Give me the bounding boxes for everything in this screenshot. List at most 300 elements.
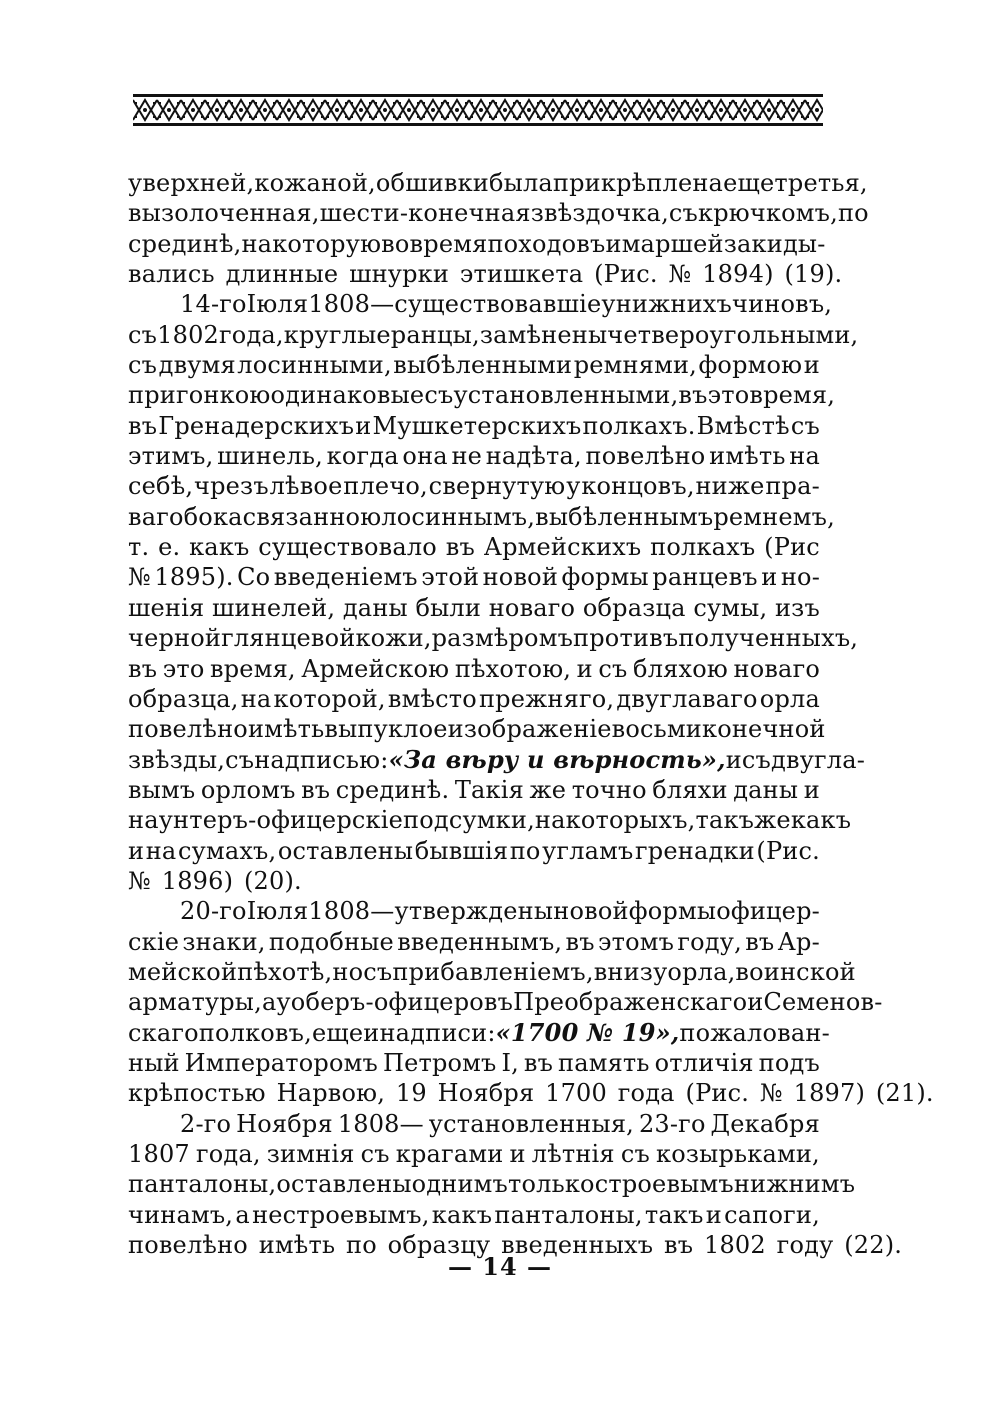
- word: у: [276, 988, 291, 1017]
- text-line: [128, 1109, 820, 1139]
- word: во: [381, 229, 410, 258]
- word: и: [761, 563, 778, 592]
- word: введенныхъ: [501, 1231, 654, 1260]
- word: круглые: [283, 320, 391, 349]
- word: въ: [301, 775, 331, 804]
- text-line: [128, 866, 820, 896]
- text-line: [128, 836, 820, 866]
- word: подсумки,: [403, 806, 535, 835]
- word: походовъ: [487, 229, 606, 258]
- word: орла,: [667, 957, 736, 986]
- word: въ: [523, 1048, 554, 1077]
- word: кожаной,: [254, 169, 376, 197]
- page-number: — 14 —: [447, 1252, 553, 1281]
- word: четвероугольными,: [607, 320, 859, 349]
- word: Іюля: [246, 897, 309, 926]
- word: такъ: [695, 806, 755, 835]
- word: не: [451, 442, 483, 471]
- word: году: [776, 1231, 834, 1260]
- word: но-: [780, 563, 820, 592]
- word: Семенов-: [763, 988, 883, 1017]
- word: же: [529, 775, 567, 804]
- word: обшивки: [375, 169, 490, 197]
- word: гренадки: [635, 836, 755, 865]
- word: шинель,: [217, 442, 323, 471]
- text-line: [128, 1017, 830, 1048]
- word: 2-го: [180, 1109, 232, 1138]
- word: (Рис.: [594, 260, 658, 289]
- word: выбѣленнымъ: [535, 502, 714, 531]
- word: 1808—существовавшіе: [308, 290, 602, 319]
- word: даны: [342, 593, 408, 622]
- word: чинамъ,: [128, 1200, 234, 1229]
- word: орла: [759, 684, 820, 713]
- word: (20).: [243, 866, 302, 895]
- text-line: [128, 411, 820, 441]
- word: еще: [723, 169, 775, 197]
- word: надѣта,: [485, 442, 582, 471]
- word: унтеръ-офицерскіе: [158, 806, 404, 835]
- word: Ар-: [777, 927, 820, 956]
- word: подъ: [758, 1048, 820, 1077]
- text-line: [128, 350, 820, 380]
- word: полученныхъ,: [678, 624, 859, 653]
- word: это: [162, 654, 205, 683]
- word: полкахъ: [650, 533, 756, 562]
- word: офицер-: [716, 897, 820, 926]
- word: 1802: [703, 1231, 766, 1260]
- word: а: [261, 988, 277, 1017]
- word: чиновъ,: [732, 290, 833, 319]
- word: третья,: [774, 169, 868, 197]
- word: года,: [219, 320, 284, 349]
- word: замѣнены: [479, 320, 608, 349]
- word: №: [128, 563, 151, 592]
- word: года,: [195, 1140, 261, 1168]
- word: прежняго,: [478, 684, 615, 713]
- word: была: [489, 169, 553, 197]
- word: лосиннымъ,: [381, 502, 536, 531]
- word: связанною: [242, 502, 382, 531]
- word: черной: [128, 624, 222, 653]
- word: 1808—: [308, 897, 395, 926]
- word: съ: [225, 745, 255, 774]
- word: I,: [501, 1048, 519, 1077]
- word: въ: [745, 927, 775, 956]
- text-line: [128, 198, 869, 228]
- text-line: [128, 896, 820, 926]
- word: восьмиконечной: [611, 715, 826, 744]
- word: бляхи: [652, 775, 728, 804]
- word: съ: [741, 745, 772, 774]
- word: мейской: [128, 957, 238, 986]
- word: скаго: [128, 1018, 199, 1047]
- word: длинные: [225, 260, 339, 289]
- word: скіе: [128, 927, 180, 956]
- word: вались: [128, 260, 215, 289]
- text-line: [128, 714, 826, 744]
- word: шинелей,: [211, 593, 336, 622]
- word: прибавленіемъ,: [392, 957, 594, 986]
- word: крѣпостью: [128, 1079, 266, 1108]
- word: 1895).: [154, 563, 234, 592]
- word: Вмѣстѣ: [696, 411, 790, 440]
- word: звѣздочка,: [530, 199, 669, 228]
- word: Императоромъ: [184, 1048, 378, 1077]
- word: сапоги,: [724, 1200, 820, 1229]
- word: сумы,: [693, 593, 768, 622]
- word: съ: [128, 351, 158, 380]
- word: изъ: [774, 593, 820, 622]
- word: пѣхотѣ,: [237, 957, 333, 986]
- text-line: [128, 259, 843, 289]
- word: новаго: [733, 654, 820, 683]
- word: формою: [698, 351, 803, 380]
- word: еще: [311, 1018, 364, 1047]
- word: по: [509, 836, 541, 865]
- word: полкахъ.: [582, 411, 696, 440]
- word: введеннымъ,: [397, 927, 563, 956]
- word: Со: [237, 563, 271, 592]
- word: Нарвою,: [276, 1079, 386, 1108]
- word: но: [332, 957, 364, 986]
- word: повелѣно: [128, 1231, 248, 1260]
- word: однимъ: [411, 1170, 509, 1199]
- word: имѣть: [258, 1231, 336, 1260]
- text-line: [128, 957, 856, 987]
- text-line: [128, 593, 820, 623]
- word: нижнимъ: [733, 1170, 856, 1199]
- word: шенія: [128, 593, 205, 622]
- word: и: [355, 411, 372, 440]
- word: въ: [664, 1231, 694, 1260]
- text-line: [128, 1048, 820, 1078]
- word: знаки,: [182, 927, 266, 956]
- word: нижнихъ: [615, 290, 733, 319]
- word: оберъ-офицеровъ: [290, 988, 514, 1017]
- word: существовало: [258, 533, 437, 562]
- word: и: [363, 1018, 380, 1047]
- word: на: [534, 806, 566, 835]
- word: 1894): [702, 260, 774, 289]
- word: прикрѣплена: [552, 169, 724, 197]
- word: 23-го: [638, 1109, 706, 1138]
- body-text: [128, 168, 934, 1260]
- word: время,: [749, 381, 836, 410]
- word: какъ: [790, 806, 852, 835]
- text-line: [128, 1169, 856, 1199]
- word: двугла-: [771, 745, 866, 774]
- word: вымъ: [128, 775, 196, 804]
- text-line: [128, 532, 820, 562]
- word: чрезъ: [194, 472, 269, 501]
- word: себѣ,: [128, 472, 194, 501]
- word: ранцевъ: [652, 563, 758, 592]
- word: съ: [620, 1140, 650, 1168]
- word: съ: [128, 320, 158, 349]
- word: кожи,: [355, 624, 432, 653]
- word: въ: [678, 381, 708, 410]
- word: подобные: [268, 927, 394, 956]
- text-line: [128, 927, 820, 957]
- text-line: [128, 805, 852, 835]
- text-line: [128, 684, 820, 714]
- word: арматуры,: [128, 988, 262, 1017]
- word: 20-го: [180, 897, 247, 926]
- word: у: [601, 290, 616, 319]
- text-line: [128, 775, 820, 805]
- word: №: [668, 260, 692, 289]
- word: и: [509, 1140, 526, 1168]
- word: 1896): [161, 866, 234, 895]
- word: съ: [668, 199, 699, 228]
- word: оставлены: [277, 836, 414, 865]
- word: это: [707, 381, 750, 410]
- text-line: [128, 168, 868, 198]
- word: имѣть: [709, 442, 786, 471]
- word: надписью:: [254, 745, 389, 774]
- text-line: [128, 987, 883, 1017]
- word: образца,: [128, 684, 239, 713]
- word: выпуклое: [324, 715, 448, 744]
- word: строевымъ: [594, 1170, 734, 1199]
- word: и: [725, 745, 742, 774]
- word: этимъ,: [128, 442, 214, 471]
- word: и: [803, 351, 820, 380]
- word: крагами: [395, 1140, 504, 1168]
- text-line: [128, 229, 826, 259]
- word: ный: [128, 1048, 180, 1077]
- word: нестроевымъ,: [252, 1200, 430, 1229]
- word: новой: [553, 897, 629, 926]
- word: противъ: [573, 624, 679, 653]
- word: память: [558, 1048, 650, 1077]
- word: съ: [360, 1140, 390, 1168]
- word: Армейскихъ: [483, 533, 642, 562]
- word: Петромъ: [382, 1048, 497, 1077]
- word: козырьками,: [656, 1140, 820, 1168]
- word: полковъ,: [198, 1018, 312, 1047]
- word: Іюля: [246, 290, 309, 319]
- word: закиды-: [723, 229, 826, 258]
- text-line: [128, 502, 835, 532]
- word: повелѣно: [585, 442, 706, 471]
- word: лосинными,: [237, 351, 392, 380]
- word: съ: [363, 957, 393, 986]
- word: двумя: [158, 351, 236, 380]
- word: оставлены: [276, 1170, 412, 1199]
- word: же: [754, 806, 791, 835]
- word: на: [145, 836, 177, 865]
- word: 1802: [157, 320, 220, 349]
- word: только: [508, 1170, 595, 1199]
- word: установленныя,: [428, 1109, 634, 1138]
- word: повелѣно: [128, 715, 248, 744]
- word: Гренадерскихъ: [158, 411, 355, 440]
- word: вызолоченная,: [128, 199, 320, 228]
- word: отличія: [654, 1048, 754, 1077]
- word: Декабря: [710, 1109, 820, 1138]
- word: воинской: [735, 957, 856, 986]
- word: которыхъ,: [565, 806, 696, 835]
- word: съ: [790, 411, 820, 440]
- text-line: [128, 1139, 820, 1169]
- word: шести-конечная: [319, 199, 531, 228]
- word: которую: [272, 229, 382, 258]
- word: у: [566, 472, 581, 501]
- word: Такія: [454, 775, 524, 804]
- word: формы: [561, 563, 649, 592]
- word: Преображенскаго: [513, 988, 748, 1017]
- word: года: [617, 1079, 675, 1108]
- word: и: [605, 229, 622, 258]
- word: 14-го: [180, 290, 247, 319]
- word: глянцевой: [221, 624, 356, 653]
- word: и: [705, 1200, 722, 1229]
- word: крючкомъ,: [698, 199, 838, 228]
- word: время: [409, 229, 488, 258]
- word: новой: [482, 563, 559, 592]
- word: (19).: [784, 260, 843, 289]
- word: свернутую: [428, 472, 566, 501]
- word: она: [402, 442, 448, 471]
- word: въ: [445, 533, 475, 562]
- word: на: [240, 684, 272, 713]
- word: 1807: [128, 1140, 190, 1168]
- word: (22).: [844, 1231, 903, 1260]
- word: ваго: [128, 502, 184, 531]
- word: зимнія: [266, 1140, 355, 1168]
- word: срединѣ,: [128, 229, 242, 258]
- word: панталоны,: [494, 1200, 643, 1229]
- word: у: [128, 169, 143, 197]
- text-line: [128, 471, 820, 501]
- word: пѣхотою,: [454, 654, 572, 683]
- word: образца: [582, 593, 686, 622]
- word: срединѣ.: [335, 775, 450, 804]
- text-line: [128, 654, 820, 684]
- word: такъ: [644, 1200, 704, 1229]
- word: 1808—: [337, 1109, 424, 1138]
- word: ниже: [695, 472, 765, 501]
- word: въ: [128, 654, 158, 683]
- word: Ноября: [437, 1079, 535, 1108]
- word: и: [747, 988, 764, 1017]
- word: Армейскою: [301, 654, 450, 683]
- word: угламъ: [542, 836, 634, 865]
- word: по: [837, 199, 869, 228]
- word: Мушкетерскихъ: [372, 411, 582, 440]
- word: шнурки: [349, 260, 450, 289]
- word: этой: [421, 563, 480, 592]
- word: время,: [210, 654, 296, 683]
- word: бока: [183, 502, 243, 531]
- word: бывшія: [414, 836, 509, 865]
- word: 1700: [545, 1079, 607, 1108]
- word: на: [789, 442, 820, 471]
- word: когда: [326, 442, 399, 471]
- text-line: [128, 744, 866, 775]
- word: и: [576, 654, 593, 683]
- word: новаго: [488, 593, 576, 622]
- word: пожалован-: [679, 1018, 830, 1047]
- word: съ: [424, 381, 454, 410]
- word: ремнемъ,: [713, 502, 835, 531]
- word: внизу: [593, 957, 668, 986]
- text-line: [128, 289, 833, 319]
- word: въ: [128, 411, 158, 440]
- word: (Рис: [764, 533, 820, 562]
- word: выбѣленными: [393, 351, 573, 380]
- word: образцу: [387, 1231, 491, 1260]
- word: маршей: [621, 229, 724, 258]
- word: на: [241, 229, 273, 258]
- text-line: [128, 623, 859, 653]
- word: плечо,: [343, 472, 428, 501]
- word: размѣромъ: [431, 624, 574, 653]
- word: Ноября: [236, 1109, 333, 1138]
- word: а: [235, 1200, 250, 1229]
- word: сумахъ,: [177, 836, 277, 865]
- word: пригонкою: [128, 381, 271, 410]
- word: установленными,: [453, 381, 679, 410]
- word: бляхою: [633, 654, 728, 683]
- word: №: [759, 1079, 783, 1108]
- word: съ: [598, 654, 628, 683]
- word: 19: [395, 1079, 427, 1108]
- word: даны: [733, 775, 799, 804]
- word: на: [128, 806, 159, 835]
- word: орломъ: [200, 775, 296, 804]
- word: по: [346, 1231, 377, 1260]
- word: т.: [128, 533, 150, 562]
- word: надписи:: [379, 1018, 496, 1047]
- word: одинаковые: [270, 381, 425, 410]
- word: формы: [628, 897, 717, 926]
- word: этишкета: [459, 260, 584, 289]
- word: двуглаваго: [616, 684, 758, 713]
- word: лѣвое: [269, 472, 343, 501]
- word: лѣтнія: [531, 1140, 615, 1168]
- word: были: [415, 593, 482, 622]
- word: концовъ,: [581, 472, 695, 501]
- word: №: [128, 866, 151, 895]
- text-line: [128, 441, 820, 471]
- word: ранцы,: [390, 320, 480, 349]
- word: изображеніе: [447, 715, 612, 744]
- word: какъ: [431, 1200, 493, 1229]
- italic-inscription: «За вѣру и вѣрность»,: [388, 744, 726, 774]
- word: (Рис.: [685, 1079, 750, 1108]
- text-line: [128, 1200, 820, 1230]
- word: году,: [677, 927, 742, 956]
- word: введеніемъ: [273, 563, 418, 592]
- word: 1897): [793, 1079, 866, 1108]
- text-line: [128, 562, 820, 592]
- word: звѣзды,: [128, 745, 226, 774]
- italic-inscription: «1700 № 19»,: [495, 1017, 680, 1047]
- word: пра-: [765, 472, 820, 501]
- word: и: [128, 836, 145, 865]
- word: (21).: [875, 1079, 934, 1108]
- decorative-header-border: [133, 94, 823, 126]
- word: ремнями,: [573, 351, 697, 380]
- word: этомъ: [597, 927, 675, 956]
- word: имѣть: [247, 715, 325, 744]
- word: верхней,: [142, 169, 255, 197]
- word: (Рис.: [756, 836, 820, 865]
- text-line: [128, 380, 836, 410]
